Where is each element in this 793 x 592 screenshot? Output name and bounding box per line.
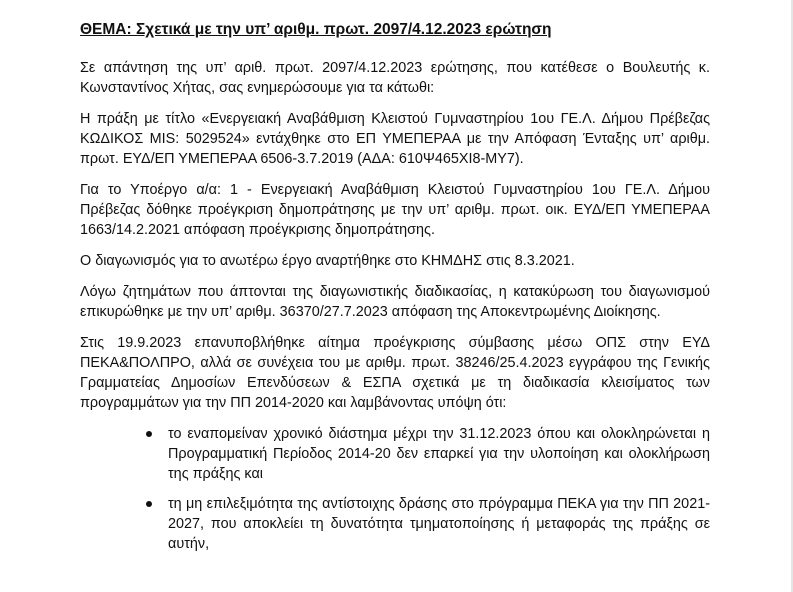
bullet-text: τη μη επιλεξιμότητα της αντίστοιχης δράσης στο πρόγραμμα ΠΕΚΑ για την ΠΠ 2021-2027, που αποκλείει τη δυνατότητα τμηματοποίησης ή μεταφοράς της πράξης σε αυτήν,	[168, 496, 710, 552]
bullet-dot-icon	[146, 431, 152, 437]
paragraph-project-inclusion: Η πράξη με τίτλο «Ενεργειακή Αναβάθμιση Κλειστού Γυμναστηρίου 1ου ΓΕ.Λ. Δήμου Πρέβεζας ΚΩΔΙΚΟΣ MIS: 5029524» εντάχθηκε στο ΕΠ ΥΜΕΠΕΡΑΑ με την Απόφαση Ένταξης υπ’ αριθμ. πρωτ. ΕΥΔ/ΕΠ ΥΜΕΠΕΡΑΑ 6506-3.7.2019 (ΑΔΑ: 610Ψ465ΧΙ8-ΜΥ7).	[80, 111, 710, 167]
paragraph-tender-posting: Ο διαγωνισμός για το ανωτέρω έργο αναρτήθηκε στο ΚΗΜΔΗΣ στις 8.3.2021.	[80, 253, 575, 269]
paragraph-resubmission: Στις 19.9.2023 επανυποβλήθηκε αίτημα προέγκρισης σύμβασης μέσω ΟΠΣ στην ΕΥΔ ΠΕΚΑ&ΠΟΛΠΡΟ, αλλά σε συνέχεια του με αριθμ. πρωτ. 38246/25.4.2023 εγγράφου της Γενικής Γραμματείας Δημοσίων Επενδύσεων & ΕΣΠΑ σχετικά με τη διαδικασία κλεισίματος των προγραμμάτων για την ΠΠ 2014-2020 και λαμβάνοντας υπόψη ότι:	[80, 335, 710, 411]
bullet-dot-icon	[146, 501, 152, 507]
list-item	[80, 424, 710, 484]
paragraph-award-ratification: Λόγω ζητημάτων που άπτονται της διαγωνιστικής διαδικασίας, η κατακύρωση του διαγωνισμού επικυρώθηκε με την υπ’ αριθμ. 36370/27.7.2023 απόφαση της Αποκεντρωμένης Διοίκησης.	[80, 284, 710, 320]
bullet-text: το εναπομείναν χρονικό διάστημα μέχρι την 31.12.2023 όπου και ολοκληρώνεται η Προγραμματική Περίοδος 2014-20 δεν επαρκεί για την υλοποίηση και ολοκλήρωση της πράξης και	[168, 426, 710, 482]
list-item	[80, 494, 710, 554]
paragraph-subproject-approval: Για το Υποέργο α/α: 1 - Ενεργειακή Αναβάθμιση Κλειστού Γυμναστηρίου 1ου ΓΕ.Λ. Δήμου Πρέβεζας δόθηκε προέγκριση δημοπράτησης με την υπ’ αριθμ. πρωτ. οικ. ΕΥΔ/ΕΠ ΥΜΕΠΕΡΑΑ 1663/14.2.2021 απόφαση προέγκρισης δημοπράτησης.	[80, 182, 710, 238]
document-page	[80, 20, 710, 564]
document-title: ΘΕΜΑ: Σχετικά με την υπ’ αριθμ. πρωτ. 2097/4.12.2023 ερώτηση	[80, 21, 552, 38]
paragraph-intro: Σε απάντηση της υπ’ αριθ. πρωτ. 2097/4.12.2023 ερώτησης, που κατέθεσε ο Βουλευτής κ. Κωνσταντίνος Χήτας, σας ενημερώσουμε για τα κάτωθι:	[80, 60, 710, 96]
bullet-list	[80, 424, 710, 554]
